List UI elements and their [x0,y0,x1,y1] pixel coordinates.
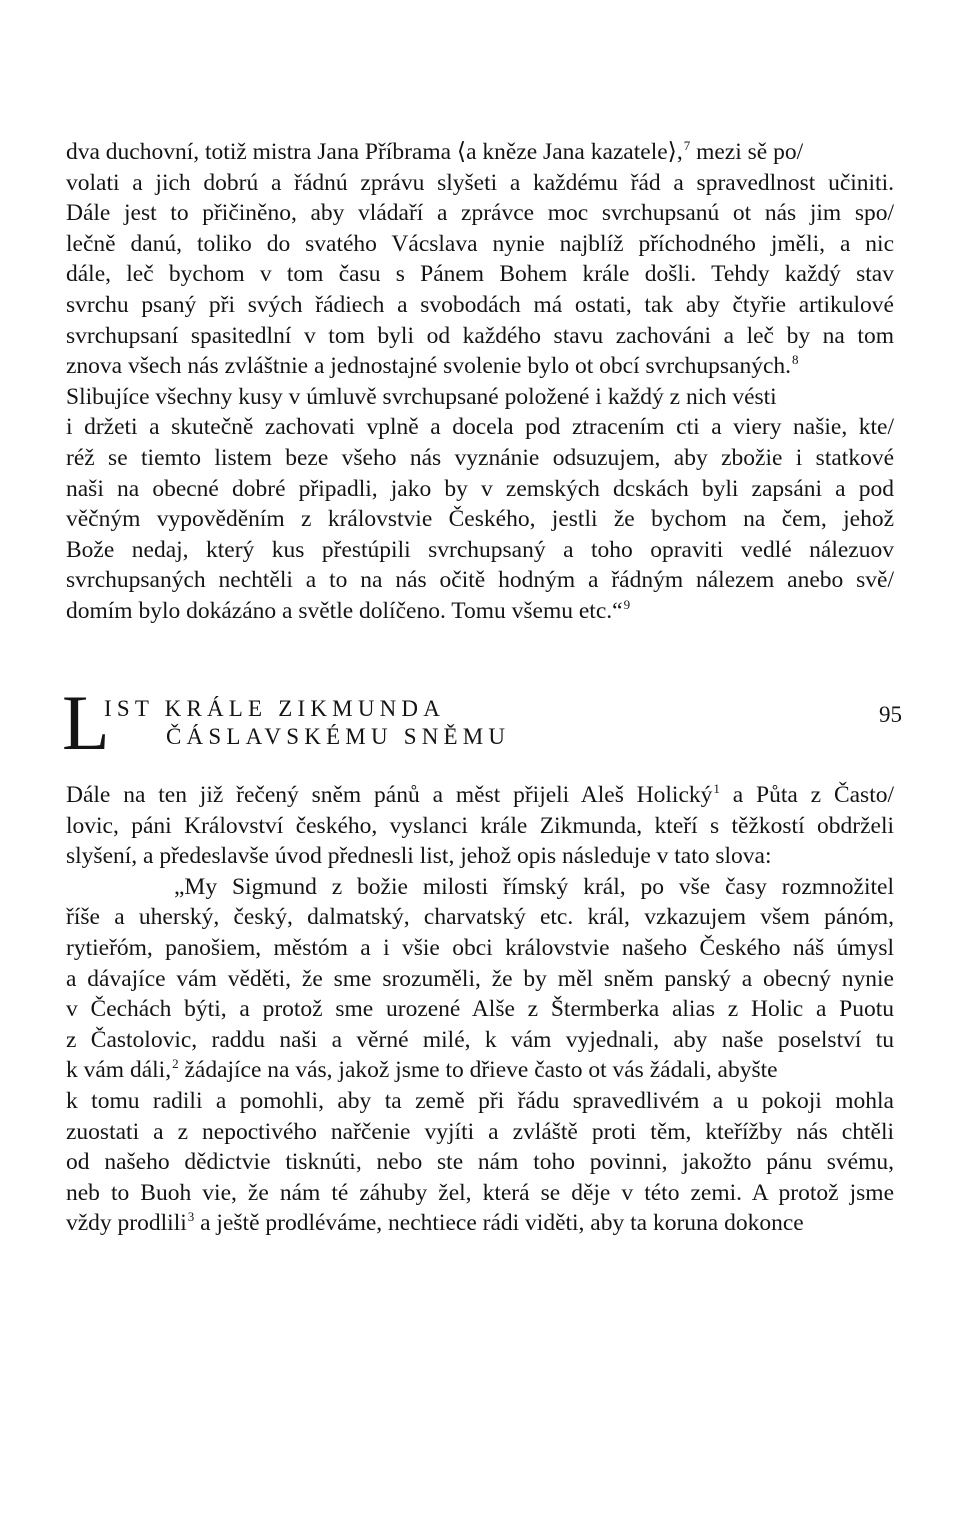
text-line: Slibujíce všechny kusy v úmluvě svrchupsané položené i každý z nich vésti [66,383,777,410]
footnote-marker: 1 [713,781,720,796]
heading-line-1: IST KRÁLE ZIKMUNDA [104,696,446,721]
page-number: 95 [879,702,902,727]
text-line: i držeti a skutečně zachovati vplně a docela pod ztracením cti a viery našie, kte/ [66,414,894,441]
text-line: Dále na ten již řečený sněm pánů a měst přijeli Aleš Holický$^1$ a Půta z Často/ [66,781,895,808]
footnote-marker: 9 [623,597,631,612]
text-line: věčným vypověděním z královstvie Českého, jestli že bychom na čem, jehož [66,506,894,533]
heading-line-2: ČÁSLAVSKÉMU SNĚMU [166,724,511,749]
drop-cap: L [62,679,110,766]
text-line: zuostati a z nepoctivého nařčenie vyjíti a zvláště proti těm, kteřížby nás chtěli [66,1118,894,1145]
text-line: vždy prodlili$^3$ a ještě prodléváme, nechtiece rádi viděti, aby ta koruna dokonce [66,1209,804,1237]
footnote-marker: 3 [187,1209,195,1225]
text-line: říše a uherský, český, dalmatský, charvatský etc. král, vzkazujem všem pánóm, [66,904,894,931]
text-line: a dávajíce vám věděti, že sme srozuměli, že by měl sněm panský a obecný nynie [66,965,894,992]
text-line: k tomu radili a pomohli, aby ta země při řádu spravedlivém a u pokoji mohla [66,1088,894,1114]
text-line: dále, leč bychom v tom času s Pánem Bohem krále došli. Tehdy každý stav [66,261,894,288]
text-line: lečně danú, toliko do svatého Vácslava nynie najblíž příchodného jměli, a nic [66,230,894,257]
section-heading [62,679,902,770]
text-line: rytieřóm, panošiem, městóm a i všie obci královstvie našeho Českého náš úmysl [66,935,894,961]
text-line: volati a jich dobrú a řádnú zprávu slyšeti a každému řád a spravedlnost učiniti. [66,169,894,196]
text-line: svrchu psaný při svých řádiech a svobodách má ostati, tak aby čtyřie artikulové [66,292,894,318]
text-line: Dále jest to přičiněno, aby vládaří a zprávce moc svrchupsanú ot nás jim spo/ [66,200,894,227]
text-line: k vám dáli,$^2$ žádajíce na vás, jakož jsme to dřieve často ot vás žádali, abyšte [66,1056,778,1084]
text-line: „My Sigmund z božie milosti římský král, po vše časy rozmnožitel [174,873,894,900]
text-line: v Čechách býti, a protož sme urozené Alše z Štermberka alias z Holic a Puotu [66,996,894,1023]
text-line: naši na obecné dobré připadli, jako by v zemských dcskách byli zapsáni a pod [66,475,894,502]
text-line: dva duchovní, totiž mistra Jana Příbrama ⟨a kněze Jana kazatele⟩,$^7$ mezi sě po/ [66,138,804,165]
text-line: neb to Buoh vie, že nám té záhuby žel, která se děje v této zemi. A protož jsme [66,1179,894,1206]
text-line: znova všech nás zvláštnie a jednostajné svolenie bylo ot obcí svrchupsaných.$^8$ [66,352,799,380]
text-line: svrchupsaní spasitedlní v tom byli od každého stavu zachováni a leč by na tom [66,322,894,349]
text-line: réž se tiemto listem beze všeho nás vyznánie odsuzujem, aby zbožie i statkové [66,445,894,471]
text-line: z Častolovic, raddu naši a věrné milé, k vám vyjednali, aby naše poselství tu [66,1026,894,1053]
text-line: svrchupsaných nechtěli a to na nás očitě hodným a řádným nálezem anebo svě/ [66,567,894,594]
footnote-marker: 2 [172,1056,179,1072]
footnote-marker: 8 [792,352,799,368]
text-line: domím bylo dokázáno a světle dolíčeno. Tomu všemu etc.“$^9$ [66,597,631,624]
footnote-marker: 7 [683,138,691,153]
text-line: od našeho dědictvie tisknúti, nebo ste nám toho povinni, jakožto pánu svému, [66,1149,894,1176]
text-line: lovic, páni Království českého, vyslanci krále Zikmunda, kteří s těžkostí obdrželi [66,812,894,839]
text-line: slyšení, a předeslavše úvod přednesli list, jehož opis následuje v tato slova: [66,843,772,870]
text-line: Bože nedaj, který kus přestúpili svrchupsaný a toho opraviti vedlé nálezuov [66,536,894,563]
